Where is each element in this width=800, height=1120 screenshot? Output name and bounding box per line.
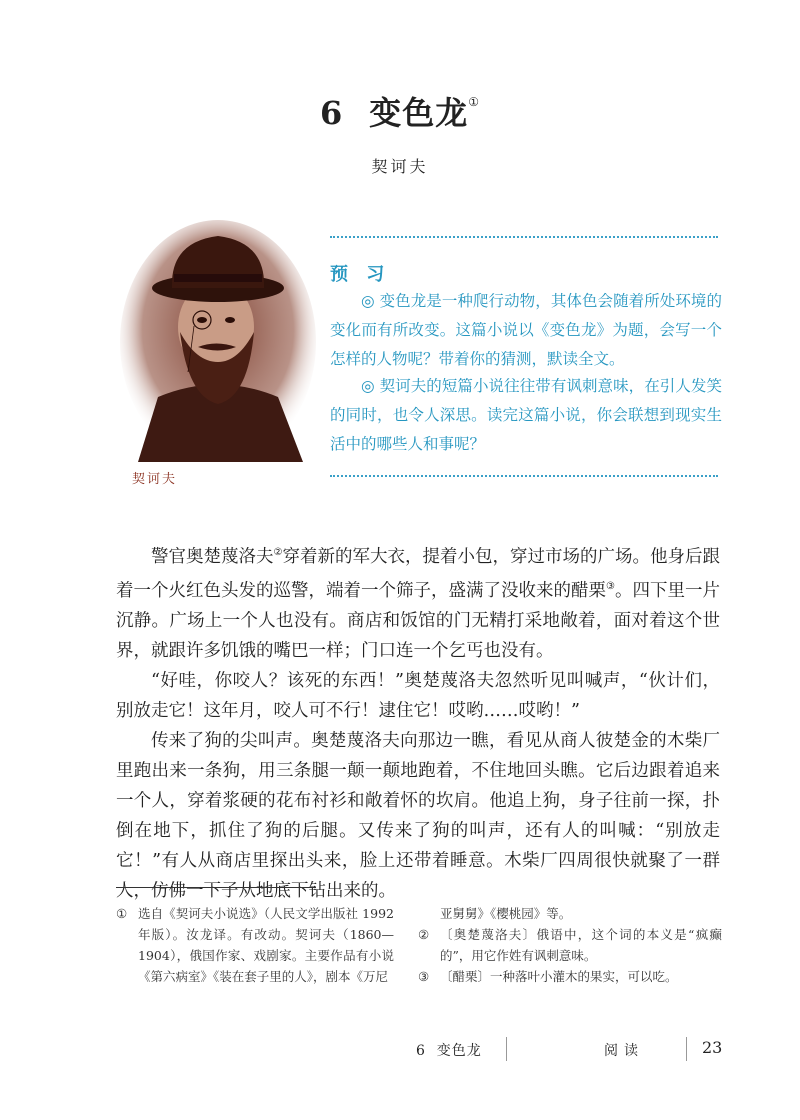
footnote-number: ③ [418,969,430,984]
lesson-number: 6 [319,94,344,132]
footer-separator [506,1037,507,1061]
preview-paragraph: ◎ 变色龙是一种爬行动物，其体色会随着所处环境的变化而有所改变。这篇小说以《变色龙》为题，会写一个怎样的人物呢？带着你的猜测，默读全文。 [330,292,722,368]
story-paragraph: “好哇，你咬人？该死的东西！”奥楚蔑洛夫忽然听见叫喊声，“伙计们，别放走它！这年月，咬人可不行！逮住它！哎哟……哎哟！” [116,671,720,721]
footnote-number: ② [418,927,430,942]
text-run: 穿着新的军大衣，提着小包，穿过市场的广场。他身后跟着一个火红色头发的巡警，端着一个筛子，盛满了没收来的醋栗 [116,547,721,601]
footer-separator [686,1037,687,1061]
footnote-mark: ③ [606,581,615,592]
footnote-mark: ① [468,95,481,109]
preview-paragraph: ◎ 契诃夫的短篇小说往往带有讽刺意味，在引人发笑的同时，也令人深思。读完这篇小说，你会联想到现实生活中的哪些人和事呢？ [330,377,722,453]
footnote-number: ① [116,906,128,921]
story-paragraph: 传来了狗的尖叫声。奥楚蔑洛夫向那边一瞧，看见从商人彼楚金的木柴厂里跑出来一条狗，用三条腿一颠一颠地跑着，不住地回头瞧。它后边跟着追来一个人，穿着浆硬的花布衬衫和敞着怀的坎肩。他追上狗，身子往前一探，扑倒在地下，抓住了狗的后腿。又传来了狗的叫声，还有人的叫喊：“别放走它！”有人从商店里探出头来，脸上还带着睡意。木柴厂四周很快就聚了一群人，仿佛一下子从地底下钻出来的。 [116,731,720,901]
footnote-item [116,903,394,987]
footnotes-right-column [418,903,722,987]
footnote-mark: ② [273,547,283,558]
footnote-divider [116,887,316,888]
lesson-title-text: 变色龙 [369,94,469,132]
author-name: 契诃夫 [371,157,429,176]
footnote-text: 〔醋栗〕一种落叶小灌木的果实，可以吃。 [440,969,678,984]
lesson-title [0,88,800,134]
footnote-text: 选自《契诃夫小说选》（人民文学出版社 1992 年版）。汝龙译。有改动。契诃夫（1860—1904），俄国作家、戏剧家。主要作品有小说《第六病室》《装在套子里的人》，剧本《万尼 [138,906,394,984]
footnotes-left-column [116,903,394,987]
footer-section: 阅读 [604,1043,644,1059]
story-paragraph [116,538,720,666]
story-text [116,538,720,906]
footnote-continuation: 亚舅舅》《樱桃园》等。 [440,906,572,921]
footnote-item [418,924,722,966]
page-number: 23 [702,1038,723,1057]
text-run: 警官奥楚蔑洛夫 [151,547,274,567]
footnote-text: 〔奥楚蔑洛夫〕俄语中，这个词的本义是“疯癫的”，用它作姓有讽刺意味。 [440,927,722,963]
author-portrait [118,212,318,462]
footer-chapter: 6 变色龙 [416,1043,482,1059]
text-run: 。四下里一片沉静。广场上一个人也没有。商店和饭馆的门无精打采地敞着，面对着这个世界，就跟许多饥饿的嘴巴一样；门口连一个乞丐也没有。 [116,581,721,661]
preview-bottom-divider [330,475,718,477]
portrait-caption: 契诃夫 [132,472,178,487]
preview-top-divider [330,236,718,238]
preview-heading: 预 习 [330,264,391,285]
footnote-item [418,966,722,987]
